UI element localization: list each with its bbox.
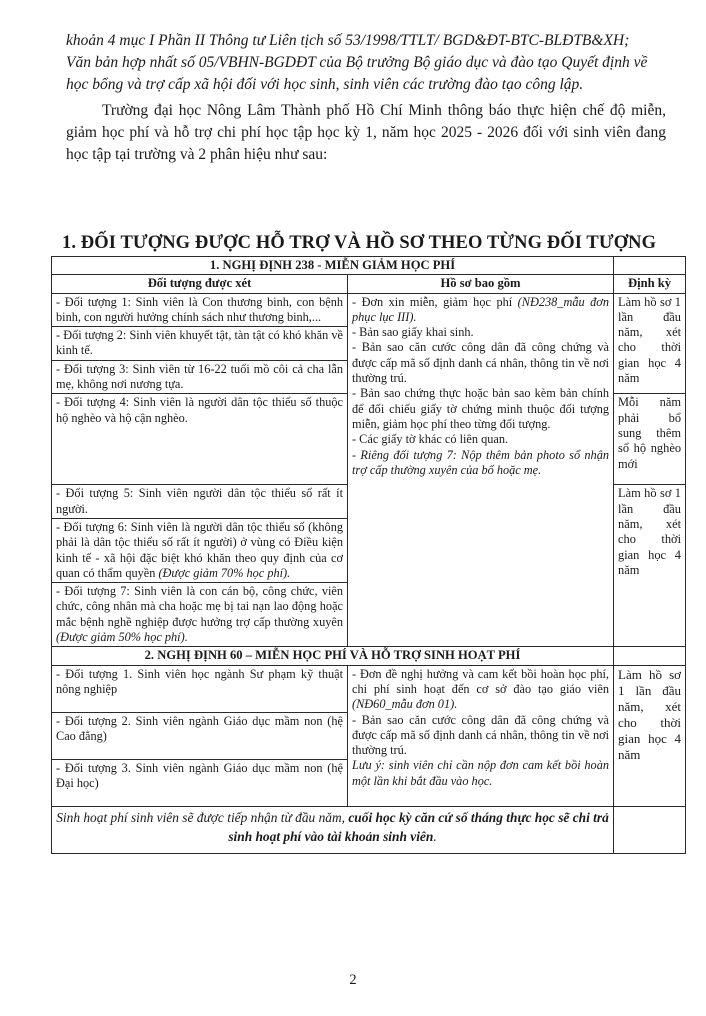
section-heading: 1. ĐỐI TƯỢNG ĐƯỢC HỖ TRỢ VÀ HỒ SƠ THEO TỪNG ĐỐI TƯỢNG	[62, 233, 657, 253]
subject-2: - Đối tượng 2: Sinh viên khuyết tật, tàn tật có khó khăn về kinh tế.	[52, 327, 348, 361]
subject-7: - Đối tượng 7: Sinh viên là con cán bộ, công chức, viên chức, công nhân mà cha hoặc mẹ bị tai nạn lao động hoặc mắc bệnh nghề nghiệp được hưởng trợ cấp thường xuyên (Được giảm 50% học phí).	[52, 583, 348, 647]
doc-subject7: - Riêng đối tượng 7: Nộp thêm bản photo sổ nhận trợ cấp thường xuyên của bố hoặc mẹ.	[352, 447, 610, 477]
announcement-paragraph: Trường đại học Nông Lâm Thành phố Hồ Chí Minh thông báo thực hiện chế độ miễn, giảm học phí và hỗ trợ chi phí học tập học kỳ 1, năm học 2025 - 2026 đối với sinh viên đang học tập tại trường và 2 phân hiệu như sau:	[66, 102, 666, 163]
s2-period: Làm hồ sơ 1 lần đầu năm, xét cho thời gian học 4 năm	[614, 665, 686, 806]
legal-basis-consolidated: Văn bản hợp nhất số 05/VBHN-BGDĐT của Bộ trưởng Bộ giáo dục và đào tạo Quyết định về học bổng và trợ cấp xã hội đối với học sinh, sinh viên các trường đào tạo công lập.	[66, 54, 648, 93]
living-allowance-note: Sinh hoạt phí sinh viên sẽ được tiếp nhận từ đầu năm, cuối học kỳ căn cứ số tháng thực học sẽ chi trả sinh hoạt phí vào tài khoản sinh viên.	[52, 806, 614, 853]
s2-doc-application: - Đơn đề nghị hưởng và cam kết bồi hoàn học phí, chi phí sinh hoạt đến cơ sở đào tạo giáo viên	[352, 666, 610, 696]
subject-4: - Đối tượng 4: Sinh viên là người dân tộc thiểu số thuộc hộ nghèo và hộ cận nghèo.	[52, 394, 348, 485]
period-5-7: Làm hồ sơ 1 lần đầu năm, xét cho thời gian học 4 năm	[614, 485, 686, 647]
s2-subject-2: - Đối tượng 2. Sinh viên ngành Giáo dục mầm non (hệ Cao đẳng)	[52, 712, 348, 759]
subject-6: - Đối tượng 6: Sinh viên là người dân tộc thiểu số (không phải là dân tộc thiểu số rất ít người) ở vùng có Điều kiện kinh tế - xã hội đặc biệt khó khăn theo quy định của cơ quan có thẩm quyền (Được giảm 70% học phí).	[52, 518, 348, 582]
col-header-period: Định kỳ	[614, 275, 686, 293]
doc-application-form: (NĐ238_mẫu đơn phục lục III).	[352, 294, 609, 324]
doc-proof: - Bản sao chứng thực hoặc bản sao kèm bản chính để đối chiếu giấy tờ chứng minh thuộc đối tượng miễn, giảm học phí theo từng đối tượng.	[352, 386, 610, 431]
subject-1: - Đối tượng 1: Sinh viên là Con thương binh, con bệnh binh, con người hưởng chính sách như thương binh,...	[52, 293, 348, 327]
subject-3: - Đối tượng 3: Sinh viên từ 16-22 tuổi mồ côi cả cha lẫn mẹ, không nơi nương tựa.	[52, 360, 348, 394]
section1-title: 1. NGHỊ ĐỊNH 238 - MIỄN GIẢM HỌC PHÍ	[52, 257, 614, 275]
subject-7-discount: (Được giảm 50% học phí).	[56, 630, 188, 645]
doc-other: - Các giấy tờ khác có liên quan.	[352, 432, 509, 447]
section2-title: 2. NGHỊ ĐỊNH 60 – MIỄN HỌC PHÍ VÀ HỖ TRỢ SINH HOẠT PHÍ	[52, 647, 614, 665]
intro-text	[66, 30, 666, 166]
s2-doc-note: Lưu ý: sinh viên chỉ cần nộp đơn cam kết bồi hoàn một lần khi bắt đầu vào học.	[352, 758, 610, 788]
page-number: 2	[349, 972, 357, 988]
period-4: Mỗi năm phải bổ sung thêm sổ hộ nghèo mới	[614, 394, 686, 485]
s2-subject-1: - Đối tượng 1. Sinh viên học ngành Sư phạm kỹ thuật nông nghiệp	[52, 665, 348, 712]
subject-5: - Đối tượng 5: Sinh viên người dân tộc thiểu số rất ít người.	[52, 485, 348, 519]
doc-application: - Đơn xin miễn, giảm học phí	[352, 294, 513, 309]
doc-id-card: - Bản sao căn cước công dân đã công chứng và được cấp mã số định danh cá nhân, thông tin về nơi thường trú.	[352, 340, 610, 386]
legal-basis-circular: khoản 4 mục I Phần II Thông tư Liên tịch số 53/1998/TTLT/ BGD&ĐT-BTC-BLĐTB&XH;	[66, 32, 630, 49]
col-header-docs: Hồ sơ bao gồm	[348, 275, 614, 293]
s2-doc-id-card: - Bản sao căn cước công dân đã công chứng và được cấp mã số định danh cá nhân, thông tin về nơi thường trú.	[352, 712, 610, 758]
s2-subject-3: - Đối tượng 3. Sinh viên ngành Giáo dục mầm non (hệ Đại học)	[52, 759, 348, 806]
doc-birth-cert: - Bản sao giấy khai sinh.	[352, 325, 474, 340]
support-table	[51, 256, 686, 854]
s2-doc-form: (NĐ60_mẫu đơn 01).	[352, 697, 458, 712]
period-1-3: Làm hồ sơ 1 lần đầu năm, xét cho thời gian học 4 năm	[614, 293, 686, 394]
section2-docs	[348, 665, 614, 806]
subject-6-discount: (Được giảm 70% học phí).	[158, 565, 291, 580]
section1-docs	[348, 293, 614, 647]
col-header-subject: Đối tượng được xét	[52, 275, 348, 293]
